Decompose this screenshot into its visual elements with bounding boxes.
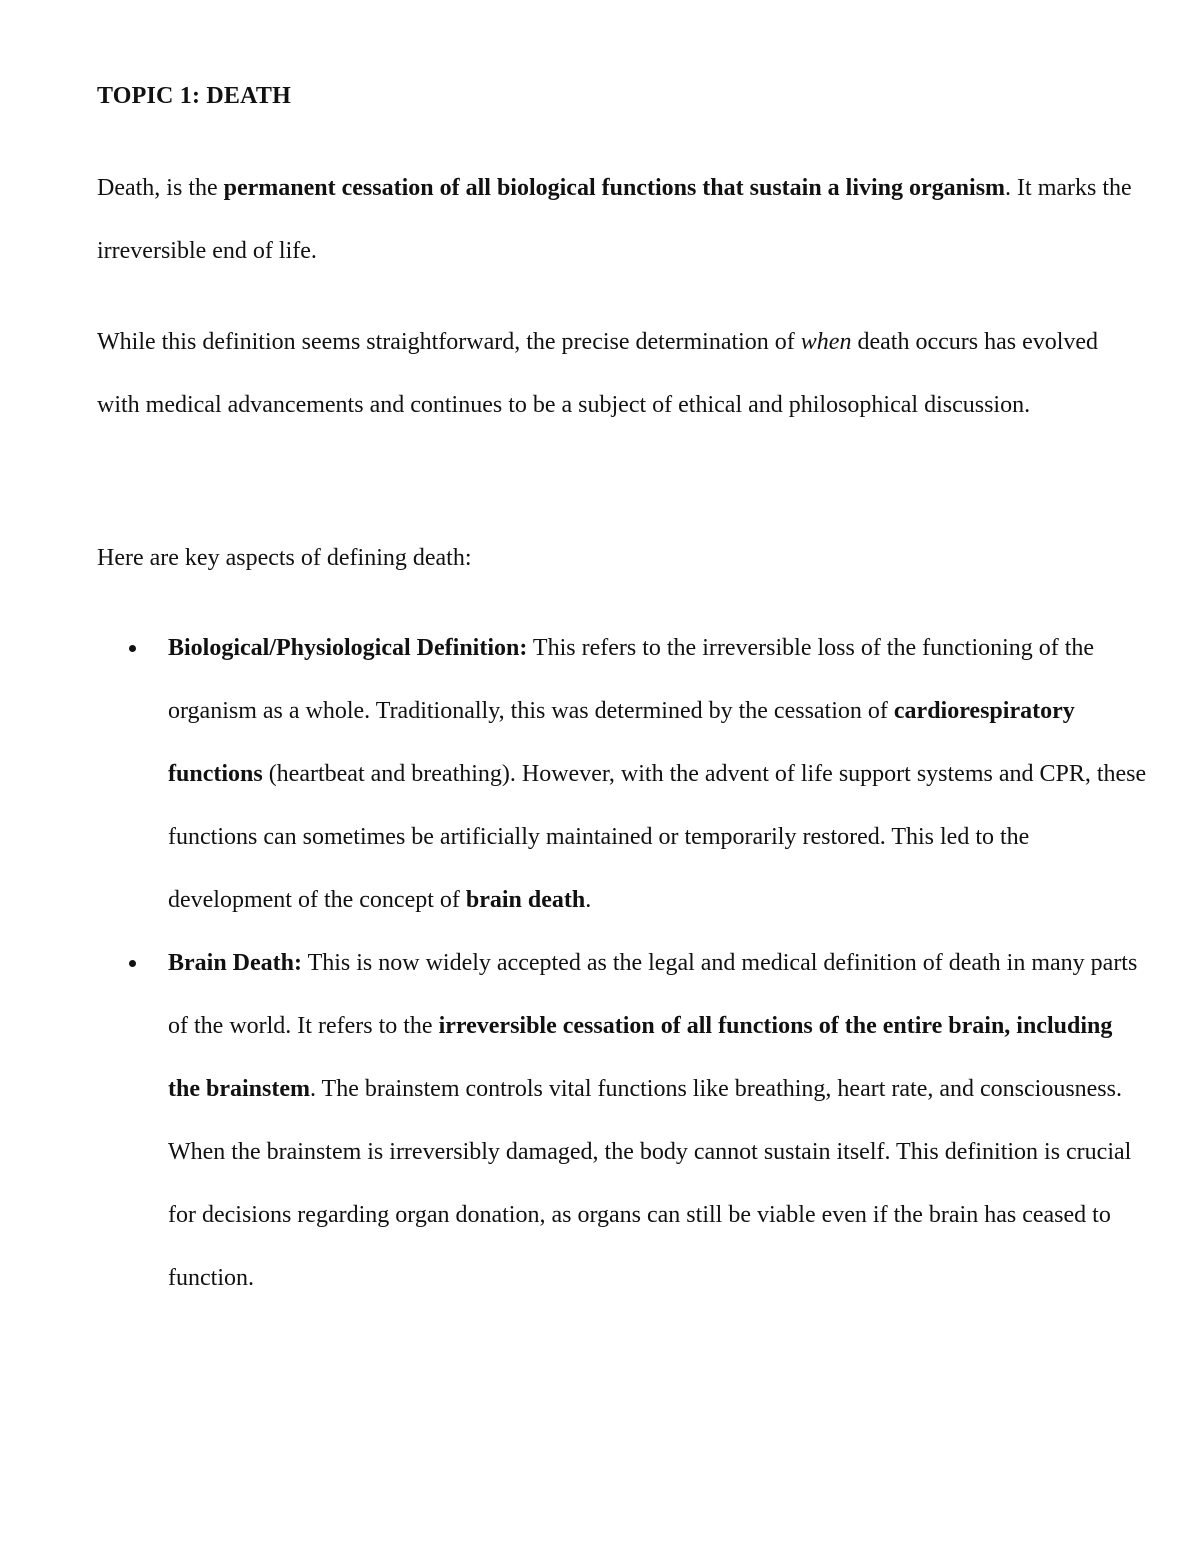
bullet-icon [129,645,136,652]
text-run: While this definition seems straightforward, the precise determination of [97,329,801,355]
text-run: This is now widely accepted as the legal and medical definition of death in many parts of the world. It refers to the [168,950,1138,1039]
context-paragraph [97,311,1137,437]
text-run: . [585,887,592,913]
aspects-list [97,617,1147,1310]
text-run: death occurs has evolved with medical advancements and continues to be a subject of ethical and philosophical discussion. [97,329,1099,418]
bold-text-run: Brain Death: [168,950,302,976]
bold-text-run: cardiorespiratory functions [168,698,1075,787]
list-item-biological-definition [97,617,1147,932]
text-run: Death, is the [97,175,224,201]
list-item-brain-death [97,932,1147,1310]
text-run: (heartbeat and breathing). However, with the advent of life support systems and CPR, these functions can sometimes be artificially maintained or temporarily restored. This led to the development of the concept of [168,761,1147,913]
text-run: . The brainstem controls vital functions like breathing, heart rate, and consciousness. When the brainstem is irreversibly damaged, the body cannot sustain itself. This definition is crucial for decisions regarding organ donation, as organs can still be viable even if the brain has ceased to function. [168,1076,1132,1291]
italic-text-run: when [800,329,852,355]
bold-text-run: brain death [465,887,586,913]
bold-text-run: permanent cessation of all biological functions that sustain a living organism [223,175,1006,201]
bullet-icon [129,960,136,967]
text-run: This refers to the irreversible loss of the functioning of the organism as a whole. Traditionally, this was determined by the cessation of [168,635,1095,724]
text-run: . It marks the irreversible end of life. [97,175,1132,264]
intro-paragraph: Here are key aspects of defining death: [97,545,472,571]
definition-paragraph [97,157,1137,283]
bold-text-run: irreversible cessation of all functions of the entire brain, including the brainstem [168,1013,1113,1102]
page-title: TOPIC 1: DEATH [97,83,291,109]
bold-text-run: Biological/Physiological Definition: [168,635,528,661]
